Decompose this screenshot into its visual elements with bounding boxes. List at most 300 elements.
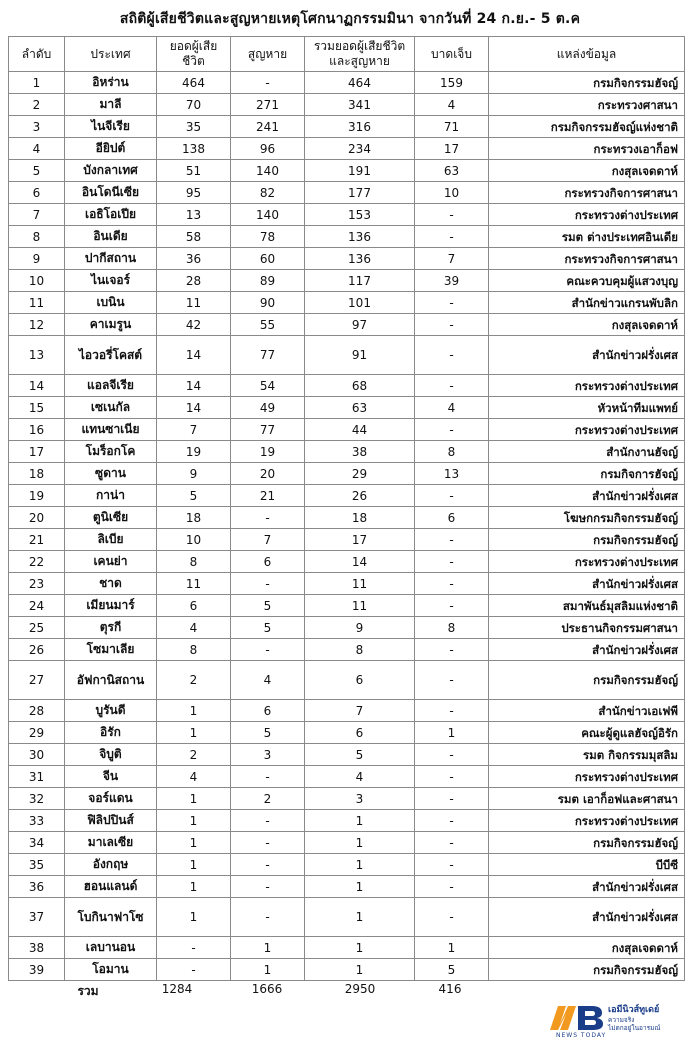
cell-total: 191 [305,160,415,182]
cell-source: คณะควบคุมผู้แสวงบุญ [489,270,685,292]
cell-missing: 77 [231,336,305,375]
cell-missing: 54 [231,375,305,397]
logo-wordmark: NEWS TODAY [556,1032,607,1039]
totals-injured: 416 [438,982,462,996]
cell-rank: 4 [9,138,65,160]
cell-source: บีบีซี [489,854,685,876]
table-row [9,959,685,981]
cell-total: 68 [305,375,415,397]
cell-country: เมียนมาร์ [65,595,157,617]
cell-rank: 39 [9,959,65,981]
cell-source: กงสุลเจดดาห์ [489,937,685,959]
cell-rank: 33 [9,810,65,832]
cell-deaths: 36 [157,248,231,270]
cell-missing: 21 [231,485,305,507]
totals-total: 2950 [344,982,376,996]
cell-deaths: 11 [157,573,231,595]
cell-deaths: 2 [157,744,231,766]
cell-missing: 271 [231,94,305,116]
cell-injured: 1 [415,937,489,959]
cell-country: อียิปต์ [65,138,157,160]
cell-injured: 63 [415,160,489,182]
table-row [9,138,685,160]
cell-source: กงสุลเจดดาห์ [489,314,685,336]
cell-country: บูรันดี [65,700,157,722]
table-row [9,397,685,419]
table-row [9,419,685,441]
cell-deaths: 4 [157,617,231,639]
cell-source: กรมกิจการฮัจญ์ [489,463,685,485]
cell-source: กรมกิจกรรมฮัจญ์ [489,832,685,854]
cell-deaths: 1 [157,810,231,832]
cell-deaths: 11 [157,292,231,314]
table-row [9,744,685,766]
cell-injured: 71 [415,116,489,138]
cell-total: 1 [305,810,415,832]
cell-total: 464 [305,72,415,94]
cell-missing: 96 [231,138,305,160]
cell-missing: - [231,639,305,661]
table-row [9,375,685,397]
cell-total: 8 [305,639,415,661]
cell-rank: 8 [9,226,65,248]
cell-injured: 17 [415,138,489,160]
cell-deaths: 70 [157,94,231,116]
cell-deaths: 28 [157,270,231,292]
cell-injured: - [415,766,489,788]
cell-total: 153 [305,204,415,226]
cell-missing: 140 [231,160,305,182]
cell-country: จิบูติ [65,744,157,766]
cell-source: กระทรวงต่างประเทศ [489,419,685,441]
cell-country: อิรัก [65,722,157,744]
header-injured: บาดเจ็บ [415,37,489,72]
cell-country: โอมาน [65,959,157,981]
cell-rank: 30 [9,744,65,766]
table-row [9,485,685,507]
cell-deaths: 2 [157,661,231,700]
header-total: รวมยอดผู้เสียชีวิต และสูญหาย [305,37,415,72]
cell-deaths: 35 [157,116,231,138]
cell-country: ฟิลิปปินส์ [65,810,157,832]
header-country: ประเทศ [65,37,157,72]
cell-missing: 3 [231,744,305,766]
cell-rank: 2 [9,94,65,116]
cell-missing: - [231,810,305,832]
cell-injured: 8 [415,441,489,463]
cell-source: กระทรวงกิจการศาสนา [489,248,685,270]
cell-country: จอร์แดน [65,788,157,810]
cell-total: 11 [305,573,415,595]
cell-source: ประธานกิจกรรมศาสนา [489,617,685,639]
cell-injured: - [415,292,489,314]
cell-source: สำนักข่าวฝรั่งเศส [489,876,685,898]
cell-source: กระทรวงเอาก็อฟ [489,138,685,160]
cell-country: เลบานอน [65,937,157,959]
cell-country: คาเมรูน [65,314,157,336]
cell-missing: - [231,898,305,937]
table-row [9,441,685,463]
table-row [9,722,685,744]
cell-rank: 28 [9,700,65,722]
cell-deaths: 14 [157,397,231,419]
cell-missing: 6 [231,700,305,722]
cell-source: สมาพันธ์มุสลิมแห่งชาติ [489,595,685,617]
cell-deaths: 10 [157,529,231,551]
table-row [9,336,685,375]
cell-missing: 90 [231,292,305,314]
table-row [9,766,685,788]
table-row [9,270,685,292]
cell-source: กระทรวงกิจการศาสนา [489,182,685,204]
cell-injured: 4 [415,94,489,116]
cell-country: อังกฤษ [65,854,157,876]
cell-country: แอลจีเรีย [65,375,157,397]
table-row [9,116,685,138]
cell-deaths: 1 [157,832,231,854]
cell-rank: 26 [9,639,65,661]
cell-source: กระทรวงต่างประเทศ [489,375,685,397]
cell-country: จีน [65,766,157,788]
cell-total: 1 [305,937,415,959]
cell-total: 101 [305,292,415,314]
cell-deaths: 18 [157,507,231,529]
logo-tagline: ความจริง ไม่ตกอยู่ในอารมณ์ [608,1016,661,1032]
news-today-logo [548,1000,688,1042]
cell-country: ตุรกี [65,617,157,639]
cell-injured: - [415,204,489,226]
cell-rank: 21 [9,529,65,551]
cell-source: กระทรวงศาสนา [489,94,685,116]
cell-missing: 7 [231,529,305,551]
cell-country: ตูนิเซีย [65,507,157,529]
cell-missing: 55 [231,314,305,336]
cell-source: กรมกิจกรรมฮัจญ์ [489,661,685,700]
cell-total: 234 [305,138,415,160]
cell-injured: 8 [415,617,489,639]
cell-source: สำนักข่าวฝรั่งเศส [489,485,685,507]
casualty-table [8,36,685,981]
cell-missing: 77 [231,419,305,441]
cell-injured: 39 [415,270,489,292]
cell-injured: - [415,419,489,441]
header-missing: สูญหาย [231,37,305,72]
cell-missing: 5 [231,595,305,617]
cell-source: รมต ต่างประเทศอินเดีย [489,226,685,248]
cell-missing: - [231,72,305,94]
cell-rank: 10 [9,270,65,292]
cell-injured: - [415,226,489,248]
cell-deaths: 1 [157,876,231,898]
cell-injured: - [415,832,489,854]
cell-country: ไนจีเรีย [65,116,157,138]
cell-missing: 20 [231,463,305,485]
cell-deaths: 464 [157,72,231,94]
cell-country: อิหร่าน [65,72,157,94]
cell-country: อินโดนีเซีย [65,182,157,204]
cell-deaths: 4 [157,766,231,788]
cell-source: กระทรวงต่างประเทศ [489,204,685,226]
cell-total: 1 [305,898,415,937]
cell-deaths: 14 [157,336,231,375]
cell-deaths: 14 [157,375,231,397]
cell-source: สำนักงานฮัจญ์ [489,441,685,463]
totals-label: รวม [77,984,99,998]
cell-missing: - [231,507,305,529]
cell-deaths: 19 [157,441,231,463]
cell-country: ฮอนแลนด์ [65,876,157,898]
cell-total: 97 [305,314,415,336]
cell-country: มาเลเซีย [65,832,157,854]
cell-country: แทนซาเนีย [65,419,157,441]
cell-missing: 82 [231,182,305,204]
table-row [9,551,685,573]
cell-missing: 5 [231,722,305,744]
table-row [9,661,685,700]
cell-missing: 49 [231,397,305,419]
cell-total: 1 [305,876,415,898]
cell-injured: - [415,529,489,551]
totals-missing: 1666 [251,982,283,996]
cell-total: 5 [305,744,415,766]
cell-rank: 20 [9,507,65,529]
table-row [9,248,685,270]
cell-rank: 15 [9,397,65,419]
table-row [9,700,685,722]
cell-source: คณะผู้ดูแลฮัจญ์อิรัก [489,722,685,744]
cell-country: มาลี [65,94,157,116]
cell-rank: 7 [9,204,65,226]
cell-missing: - [231,766,305,788]
cell-source: สำนักข่าวแกรนพับลิก [489,292,685,314]
cell-rank: 1 [9,72,65,94]
cell-rank: 9 [9,248,65,270]
cell-country: ลิเบีย [65,529,157,551]
table-row [9,204,685,226]
table-row [9,94,685,116]
cell-source: สำนักข่าวฝรั่งเศส [489,898,685,937]
table-row [9,832,685,854]
cell-injured: 4 [415,397,489,419]
cell-rank: 12 [9,314,65,336]
table-row [9,160,685,182]
cell-rank: 3 [9,116,65,138]
cell-missing: - [231,876,305,898]
cell-injured: 6 [415,507,489,529]
cell-rank: 13 [9,336,65,375]
cell-country: โบกินาฟาโซ [65,898,157,937]
cell-deaths: 8 [157,551,231,573]
cell-country: ปากีสถาน [65,248,157,270]
cell-rank: 35 [9,854,65,876]
cell-total: 18 [305,507,415,529]
table-row [9,507,685,529]
totals-deaths: 1284 [161,982,193,996]
cell-source: กรมกิจกรรมฮัจญ์ [489,959,685,981]
cell-deaths: 42 [157,314,231,336]
table-row [9,595,685,617]
cell-total: 316 [305,116,415,138]
cell-total: 136 [305,226,415,248]
table-row [9,226,685,248]
cell-injured: - [415,876,489,898]
cell-rank: 18 [9,463,65,485]
cell-deaths: 5 [157,485,231,507]
cell-injured: - [415,375,489,397]
cell-injured: - [415,854,489,876]
cell-total: 63 [305,397,415,419]
cell-rank: 38 [9,937,65,959]
cell-injured: 159 [415,72,489,94]
cell-rank: 31 [9,766,65,788]
cell-total: 3 [305,788,415,810]
logo-brand-text: เอมีนิวส์ทูเดย์ [608,1005,660,1015]
cell-source: สำนักข่าวฝรั่งเศส [489,639,685,661]
cell-deaths: 51 [157,160,231,182]
table-row [9,810,685,832]
cell-missing: - [231,573,305,595]
cell-total: 91 [305,336,415,375]
cell-rank: 14 [9,375,65,397]
cell-total: 6 [305,722,415,744]
cell-country: อัฟกานิสถาน [65,661,157,700]
cell-source: กระทรวงต่างประเทศ [489,766,685,788]
cell-injured: 13 [415,463,489,485]
cell-total: 136 [305,248,415,270]
cell-total: 29 [305,463,415,485]
header-source: แหล่งข้อมูล [489,37,685,72]
table-row [9,463,685,485]
table-row [9,876,685,898]
cell-injured: - [415,810,489,832]
cell-missing: 140 [231,204,305,226]
cell-country: อินเดีย [65,226,157,248]
cell-injured: - [415,788,489,810]
cell-injured: - [415,314,489,336]
cell-missing: - [231,832,305,854]
cell-deaths: - [157,937,231,959]
cell-injured: - [415,485,489,507]
cell-injured: - [415,700,489,722]
cell-deaths: 138 [157,138,231,160]
cell-missing: 2 [231,788,305,810]
cell-rank: 25 [9,617,65,639]
cell-total: 1 [305,854,415,876]
cell-rank: 37 [9,898,65,937]
totals-row [8,982,684,998]
cell-source: กรมกิจกรรมฮัจญ์แห่งชาติ [489,116,685,138]
cell-deaths: - [157,959,231,981]
cell-total: 38 [305,441,415,463]
cell-total: 26 [305,485,415,507]
cell-country: โซมาเลีย [65,639,157,661]
cell-rank: 11 [9,292,65,314]
cell-country: ซูดาน [65,463,157,485]
cell-rank: 27 [9,661,65,700]
cell-deaths: 58 [157,226,231,248]
cell-total: 6 [305,661,415,700]
cell-deaths: 1 [157,700,231,722]
header-deaths: ยอดผู้เสีย ชีวิต [157,37,231,72]
cell-missing: 6 [231,551,305,573]
cell-injured: - [415,551,489,573]
cell-source: กระทรวงต่างประเทศ [489,551,685,573]
cell-injured: 7 [415,248,489,270]
cell-missing: 5 [231,617,305,639]
cell-total: 11 [305,595,415,617]
cell-total: 177 [305,182,415,204]
cell-rank: 5 [9,160,65,182]
cell-missing: 1 [231,959,305,981]
table-row [9,72,685,94]
header-rank: ลำดับ [9,37,65,72]
table-row [9,854,685,876]
cell-missing: 19 [231,441,305,463]
cell-country: เซเนกัล [65,397,157,419]
table-row [9,937,685,959]
cell-total: 17 [305,529,415,551]
cell-deaths: 1 [157,854,231,876]
cell-country: ไนเจอร์ [65,270,157,292]
cell-missing: 1 [231,937,305,959]
cell-rank: 29 [9,722,65,744]
table-row [9,617,685,639]
cell-injured: 5 [415,959,489,981]
cell-rank: 34 [9,832,65,854]
cell-rank: 16 [9,419,65,441]
cell-source: สำนักข่าวเอเฟพี [489,700,685,722]
cell-country: เบนิน [65,292,157,314]
table-row [9,898,685,937]
cell-missing: 4 [231,661,305,700]
cell-country: โมร็อกโค [65,441,157,463]
cell-deaths: 13 [157,204,231,226]
cell-injured: 1 [415,722,489,744]
cell-rank: 17 [9,441,65,463]
cell-injured: - [415,661,489,700]
cell-source: สำนักข่าวฝรั่งเศส [489,573,685,595]
cell-total: 44 [305,419,415,441]
cell-rank: 36 [9,876,65,898]
cell-source: หัวหน้าทีมแพทย์ [489,397,685,419]
cell-deaths: 1 [157,722,231,744]
cell-missing: - [231,854,305,876]
cell-injured: - [415,595,489,617]
cell-rank: 19 [9,485,65,507]
cell-rank: 23 [9,573,65,595]
cell-source: กงสุลเจดดาห์ [489,160,685,182]
cell-rank: 22 [9,551,65,573]
cell-injured: - [415,898,489,937]
table-row [9,788,685,810]
cell-source: รมต กิจกรรมมุสลิม [489,744,685,766]
cell-missing: 60 [231,248,305,270]
cell-injured: 10 [415,182,489,204]
cell-deaths: 8 [157,639,231,661]
table-row [9,182,685,204]
cell-source: กระทรวงต่างประเทศ [489,810,685,832]
cell-deaths: 1 [157,788,231,810]
cell-total: 14 [305,551,415,573]
table-row [9,639,685,661]
cell-source: สำนักข่าวฝรั่งเศส [489,336,685,375]
cell-rank: 32 [9,788,65,810]
cell-injured: - [415,336,489,375]
table-row [9,529,685,551]
cell-total: 341 [305,94,415,116]
cell-country: ไอวอรี่โคสต์ [65,336,157,375]
cell-total: 117 [305,270,415,292]
